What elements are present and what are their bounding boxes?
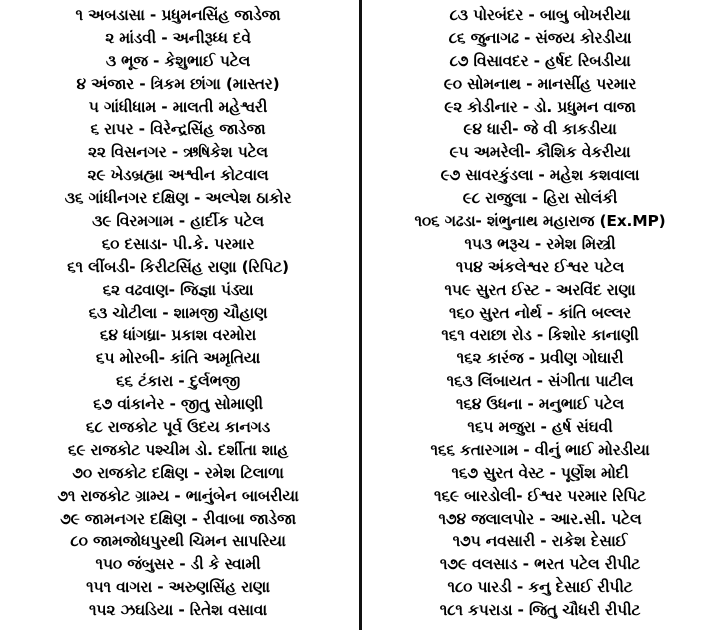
- candidate-entry: ૯૪ ધારી- જે વી કાકડીયા: [463, 120, 617, 139]
- candidate-entry: ૮૭ વિસાવદર - હર્ષદ રિબડીયા: [449, 51, 631, 70]
- candidate-entry: ૧૬૧ વરાછા રોડ - કિશોર કાનાણી: [441, 326, 639, 345]
- candidate-entry: ૧૭૪ જલાલપોર - આર.સી. પટેલ: [438, 509, 642, 528]
- candidate-entry: ૬૯ રાજકોટ પશ્ચીમ ડો. દર્શીતા શાહ: [67, 440, 289, 459]
- candidate-entry: ૯૫ અમરેલી- કૌશિક વેકરીયા: [449, 143, 631, 162]
- candidate-entry: ૧૬૬ કતારગામ - વીનું ભાઈ મોરડીયા: [430, 440, 650, 459]
- candidate-entry: ૧૫૩ ભરૂચ - રમેશ મિસ્ત્રી: [464, 234, 616, 253]
- candidate-entry: ૧૭૫ નવસારી - રાકેશ દેસાઈ: [452, 532, 628, 551]
- left-column: [0, 4, 356, 622]
- candidate-entry: ૧૫૧ વાગરા - અરુણસિંહ રાણા: [86, 578, 270, 597]
- candidate-entry: ૫ ગાંધીધામ - માલતી મહેશ્વરી: [88, 97, 268, 116]
- candidate-entry: ૬૩ ચોટીલા - શામજી ચૌહાણ: [88, 303, 268, 322]
- candidate-entry: ૬૨ વઢવાણ- જિજ્ઞા પંડ્યા: [102, 280, 254, 299]
- candidate-entry: ૧૫૯ સુરત ઈસ્ટ - અરવિંદ રાણા: [444, 280, 636, 299]
- right-column: [362, 4, 718, 622]
- candidate-entry: ૧૫૦ જંબુસર - ડી કે સ્વામી: [95, 555, 261, 574]
- candidate-entry: ૧૫૪ અંકલેશ્વર ઈશ્વર પટેલ: [455, 257, 625, 276]
- candidate-entry: ૭૧ રાજકોટ ગ્રામ્ય - ભાનુંબેન બાબરીયા: [57, 486, 299, 505]
- candidate-entry: ૧૬૦ સુરત નોર્થ - કાંતિ બલ્લર: [449, 303, 631, 322]
- candidate-entry: ૯૦ સોમનાથ - માનસીંહ પરમાર: [443, 74, 637, 93]
- candidate-entry: ૮૩ પોરબંદર - બાબુ બોખરીયા: [449, 6, 631, 24]
- candidate-entry: ૬૪ ધાંગધ્રા- પ્રકાશ વરમોરા: [99, 326, 257, 345]
- candidate-entry: ૪ અંજાર - ત્રિકમ છાંગા (માસ્તર): [76, 74, 280, 93]
- candidate-entry: ૬૭ વાંકાનેર - જીતુ સોમાણી: [93, 395, 263, 414]
- candidate-entry: ૧ અબડાસા - પ્રધુમનસિંહ જાડેજા: [75, 6, 281, 24]
- candidate-entry: ૧૭૯ વલસાડ - ભરત પટેલ રીપીટ: [439, 555, 641, 574]
- candidate-entry: ૯૨ કોડીનાર - ડો. પ્રધુમન વાજા: [444, 97, 636, 116]
- candidate-entry: ૭૦ રાજકોટ દક્ષિણ - રમેશ ટિલાળા: [72, 463, 284, 482]
- candidate-entry: ૧૬૪ ઉધના - મનુભાઈ પટેલ: [455, 395, 625, 414]
- candidate-entry: ૬૫ મોરબી- કાંતિ અમૃતિયા: [95, 349, 261, 368]
- candidate-entry: ૧૫૨ ઝઘડિયા - રિતેશ વસાવા: [89, 601, 267, 620]
- candidate-entry: ૧૬૫ મજુરા - હર્ષ સંઘવી: [467, 418, 613, 437]
- candidate-entry: ૮૬ જુનાગઢ - સંજય કોરડીયા: [448, 28, 632, 47]
- candidate-entry: ૩૯ વિરમગામ - હાર્દીક પટેલ: [92, 212, 264, 231]
- candidate-entry: ૯૭ સાવરકુંડલા - મહેશ કશવાલા: [440, 166, 640, 185]
- candidate-entry: ૬૦ દસાડા- પી.કે. પરમાર: [101, 234, 255, 253]
- candidate-entry: ૭૯ જામનગર દક્ષિણ - રીવાબા જાડેજા: [60, 509, 296, 528]
- candidate-entry: ૯૮ રાજુલા - હિરા સોલંકી: [462, 189, 618, 208]
- candidate-entry: ૬૧ લીંબડી- કિરીટસિંહ રાણા (રિપિટ): [67, 257, 289, 276]
- candidate-entry: ૧૬૭ સુરત વેસ્ટ - પૂર્ણેશ મોદી: [451, 463, 629, 482]
- candidate-entry: ૧૬૩ લિંબાયત - સંગીતા પાટીલ: [446, 372, 634, 391]
- candidate-entry: ૩ ભૂજ - કેશુભાઈ પટેલ: [105, 51, 251, 70]
- candidate-entry: ૧૬૨ કારંજ - પ્રવીણ ગોઘારી: [456, 349, 624, 368]
- candidate-entry: ૨૨ વિસનગર - ઋષિકેશ પટેલ: [88, 143, 268, 162]
- candidate-entry: ૬૮ રાજકોટ પૂર્વ ઉદય કાનગડ: [85, 418, 271, 437]
- candidate-entry: ૬૬ ટંકારા - દુર્લભજી: [115, 372, 241, 391]
- candidate-entry: ૩૬ ગાંધીનગર દક્ષિણ - અલ્પેશ ઠાકોર: [64, 189, 292, 208]
- candidate-entry: ૮૦ જામજોધપુરથી ચિમન સાપરિયા: [70, 532, 286, 551]
- candidate-entry: ૧૮૦ પારડી - કનુ દેસાઈ રીપીટ: [447, 578, 633, 597]
- candidate-entry: ૬ રાપર - વિરેન્દ્રસિંહ જાડેજા: [90, 120, 266, 139]
- candidate-entry: ૧૬૯ બારડોલી- ઈશ્વર પરમાર રિપિટ: [434, 486, 646, 505]
- candidate-entry: ૨ માંડવી - અનીરૂધ્ધ દવે: [105, 28, 251, 47]
- candidate-entry: ૧૮૧ કપરાડા - જિતુ ચૌધરી રીપીટ: [439, 601, 641, 620]
- candidate-entry: ૨૯ ખેડબ્રહ્મા અશ્વીન કોટવાલ: [87, 166, 269, 185]
- candidate-entry: ૧૦૬ ગઢડા- શંભુનાથ મહારાજ (Ex.MP): [414, 212, 666, 231]
